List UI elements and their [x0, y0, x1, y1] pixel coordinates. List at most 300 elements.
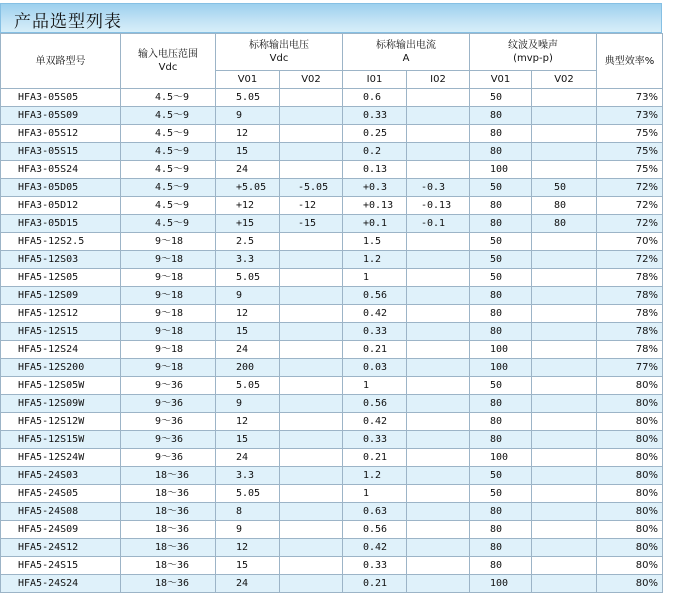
efficiency-cell: 73%	[597, 107, 663, 125]
ripple-vo1-cell: 100	[470, 449, 532, 467]
vo1-cell: 5.05	[216, 89, 280, 107]
input-voltage-cell: 4.5～9	[121, 107, 216, 125]
ripple-vo1-cell: 80	[470, 197, 532, 215]
io1-cell: 0.42	[343, 539, 407, 557]
model-cell: HFA5-12S09	[1, 287, 121, 305]
ripple-vo1-cell: 50	[470, 233, 532, 251]
io2-cell	[407, 89, 470, 107]
io1-cell: 0.33	[343, 323, 407, 341]
table-row	[1, 161, 663, 179]
vo2-cell	[280, 305, 343, 323]
vo2-cell	[280, 431, 343, 449]
header-output-current-line2: A	[402, 53, 410, 64]
efficiency-cell: 75%	[597, 161, 663, 179]
ripple-vo2-cell	[532, 413, 597, 431]
efficiency-cell: 80%	[597, 575, 663, 593]
table-row	[1, 107, 663, 125]
vo1-cell: 15	[216, 557, 280, 575]
io1-cell: 0.21	[343, 341, 407, 359]
vo2-cell	[280, 323, 343, 341]
input-voltage-cell: 9～18	[121, 287, 216, 305]
io1-cell: +0.13	[343, 197, 407, 215]
input-voltage-cell: 18～36	[121, 485, 216, 503]
ripple-vo2-cell	[532, 251, 597, 269]
efficiency-cell: 78%	[597, 287, 663, 305]
io1-cell: 0.13	[343, 161, 407, 179]
model-cell: HFA5-12S05W	[1, 377, 121, 395]
vo2-cell	[280, 125, 343, 143]
input-voltage-cell: 9～18	[121, 233, 216, 251]
ripple-vo2-cell	[532, 449, 597, 467]
table-row	[1, 233, 663, 251]
ripple-vo1-cell: 80	[470, 431, 532, 449]
efficiency-cell: 78%	[597, 323, 663, 341]
ripple-vo2-cell	[532, 125, 597, 143]
input-voltage-cell: 9～36	[121, 377, 216, 395]
io2-cell	[407, 161, 470, 179]
model-cell: HFA5-12S12	[1, 305, 121, 323]
ripple-vo2-cell: 50	[532, 179, 597, 197]
table-row	[1, 305, 663, 323]
page-title: 产品选型列表	[14, 12, 122, 32]
vo1-cell: 24	[216, 575, 280, 593]
model-cell: HFA3-05S24	[1, 161, 121, 179]
ripple-vo1-cell: 50	[470, 89, 532, 107]
input-voltage-cell: 4.5～9	[121, 89, 216, 107]
ripple-vo2-cell	[532, 287, 597, 305]
input-voltage-cell: 4.5～9	[121, 161, 216, 179]
table-row	[1, 377, 663, 395]
ripple-vo2-cell	[532, 323, 597, 341]
io1-cell: 1.2	[343, 467, 407, 485]
vo1-cell: 24	[216, 449, 280, 467]
ripple-vo1-cell: 80	[470, 557, 532, 575]
vo1-cell: 15	[216, 143, 280, 161]
model-cell: HFA5-12S15	[1, 323, 121, 341]
io2-cell	[407, 395, 470, 413]
vo1-cell: +12	[216, 197, 280, 215]
model-cell: HFA5-24S05	[1, 485, 121, 503]
io2-cell	[407, 377, 470, 395]
ripple-vo2-cell	[532, 341, 597, 359]
io2-cell	[407, 431, 470, 449]
efficiency-cell: 72%	[597, 179, 663, 197]
ripple-vo2-cell	[532, 467, 597, 485]
vo1-cell: 9	[216, 395, 280, 413]
ripple-vo2-cell: 80	[532, 197, 597, 215]
header-output-voltage	[216, 34, 343, 71]
ripple-vo1-cell: 50	[470, 467, 532, 485]
efficiency-cell: 80%	[597, 539, 663, 557]
ripple-vo2-cell	[532, 359, 597, 377]
io1-cell: 0.42	[343, 305, 407, 323]
model-cell: HFA5-24S03	[1, 467, 121, 485]
model-cell: HFA5-12S24	[1, 341, 121, 359]
header-ripple-vo1: V01	[470, 71, 532, 89]
vo2-cell	[280, 467, 343, 485]
vo2-cell	[280, 107, 343, 125]
io1-cell: 0.56	[343, 521, 407, 539]
efficiency-cell: 70%	[597, 233, 663, 251]
table-row	[1, 449, 663, 467]
model-cell: HFA3-05S12	[1, 125, 121, 143]
ripple-vo2-cell: 80	[532, 215, 597, 233]
header-input-voltage-line1: 输入电压范围	[138, 49, 198, 60]
io1-cell: 0.63	[343, 503, 407, 521]
product-table	[0, 33, 663, 593]
input-voltage-cell: 18～36	[121, 575, 216, 593]
vo1-cell: 15	[216, 431, 280, 449]
input-voltage-cell: 18～36	[121, 467, 216, 485]
vo2-cell	[280, 449, 343, 467]
table-row	[1, 341, 663, 359]
ripple-vo1-cell: 80	[470, 287, 532, 305]
header-input-voltage-line2: Vdc	[158, 62, 178, 73]
header-output-voltage-line2: Vdc	[269, 53, 289, 64]
efficiency-cell: 80%	[597, 431, 663, 449]
ripple-vo2-cell	[532, 503, 597, 521]
model-cell: HFA5-12S12W	[1, 413, 121, 431]
io2-cell	[407, 467, 470, 485]
vo2-cell	[280, 503, 343, 521]
io1-cell: 0.2	[343, 143, 407, 161]
input-voltage-cell: 9～18	[121, 269, 216, 287]
vo1-cell: 9	[216, 521, 280, 539]
table-row	[1, 197, 663, 215]
io2-cell	[407, 575, 470, 593]
vo1-cell: 12	[216, 413, 280, 431]
vo1-cell: +5.05	[216, 179, 280, 197]
io2-cell	[407, 323, 470, 341]
header-vo2: V02	[280, 71, 343, 89]
input-voltage-cell: 4.5～9	[121, 215, 216, 233]
model-cell: HFA5-12S05	[1, 269, 121, 287]
efficiency-cell: 78%	[597, 341, 663, 359]
io2-cell	[407, 485, 470, 503]
efficiency-cell: 72%	[597, 251, 663, 269]
header-model: 单双路型号	[1, 34, 121, 89]
vo1-cell: 15	[216, 323, 280, 341]
input-voltage-cell: 4.5～9	[121, 125, 216, 143]
vo2-cell	[280, 89, 343, 107]
vo1-cell: 5.05	[216, 269, 280, 287]
header-input-voltage	[121, 34, 216, 89]
vo2-cell	[280, 251, 343, 269]
ripple-vo2-cell	[532, 431, 597, 449]
io1-cell: 1.2	[343, 251, 407, 269]
efficiency-cell: 78%	[597, 269, 663, 287]
ripple-vo2-cell	[532, 269, 597, 287]
ripple-vo2-cell	[532, 485, 597, 503]
io2-cell	[407, 359, 470, 377]
io1-cell: 1	[343, 377, 407, 395]
model-cell: HFA3-05S05	[1, 89, 121, 107]
model-cell: HFA5-12S09W	[1, 395, 121, 413]
io2-cell	[407, 557, 470, 575]
io1-cell: 1.5	[343, 233, 407, 251]
vo1-cell: 5.05	[216, 377, 280, 395]
ripple-vo2-cell	[532, 377, 597, 395]
input-voltage-cell: 4.5～9	[121, 179, 216, 197]
ripple-vo1-cell: 80	[470, 521, 532, 539]
io1-cell: 1	[343, 269, 407, 287]
io2-cell	[407, 449, 470, 467]
ripple-vo1-cell: 80	[470, 143, 532, 161]
vo1-cell: 12	[216, 305, 280, 323]
model-cell: HFA5-12S200	[1, 359, 121, 377]
ripple-vo2-cell	[532, 575, 597, 593]
efficiency-cell: 80%	[597, 413, 663, 431]
vo2-cell	[280, 413, 343, 431]
vo1-cell: 24	[216, 161, 280, 179]
ripple-vo1-cell: 50	[470, 377, 532, 395]
model-cell: HFA5-24S08	[1, 503, 121, 521]
io1-cell: 0.6	[343, 89, 407, 107]
table-row	[1, 575, 663, 593]
io2-cell	[407, 143, 470, 161]
input-voltage-cell: 4.5～9	[121, 143, 216, 161]
table-row	[1, 557, 663, 575]
vo1-cell: 24	[216, 341, 280, 359]
input-voltage-cell: 9～18	[121, 323, 216, 341]
ripple-vo2-cell	[532, 395, 597, 413]
io2-cell	[407, 539, 470, 557]
input-voltage-cell: 18～36	[121, 557, 216, 575]
table-row	[1, 251, 663, 269]
vo2-cell	[280, 521, 343, 539]
efficiency-cell: 80%	[597, 377, 663, 395]
io1-cell: 0.56	[343, 287, 407, 305]
efficiency-cell: 75%	[597, 125, 663, 143]
header-io2: I02	[407, 71, 470, 89]
io2-cell	[407, 125, 470, 143]
vo2-cell	[280, 395, 343, 413]
vo1-cell: 3.3	[216, 251, 280, 269]
efficiency-cell: 77%	[597, 359, 663, 377]
vo2-cell	[280, 161, 343, 179]
table-row	[1, 323, 663, 341]
io2-cell: -0.13	[407, 197, 470, 215]
ripple-vo1-cell: 80	[470, 395, 532, 413]
io1-cell: 0.33	[343, 557, 407, 575]
header-ripple-noise	[470, 34, 597, 71]
efficiency-cell: 80%	[597, 395, 663, 413]
io1-cell: 0.21	[343, 449, 407, 467]
io1-cell: 0.33	[343, 107, 407, 125]
io2-cell	[407, 251, 470, 269]
table-row	[1, 125, 663, 143]
model-cell: HFA5-12S2.5	[1, 233, 121, 251]
ripple-vo1-cell: 100	[470, 161, 532, 179]
ripple-vo1-cell: 50	[470, 269, 532, 287]
model-cell: HFA5-24S12	[1, 539, 121, 557]
efficiency-cell: 80%	[597, 449, 663, 467]
vo1-cell: 3.3	[216, 467, 280, 485]
vo2-cell	[280, 539, 343, 557]
input-voltage-cell: 9～18	[121, 341, 216, 359]
model-cell: HFA5-12S15W	[1, 431, 121, 449]
header-ripple-vo2: V02	[532, 71, 597, 89]
vo2-cell: -15	[280, 215, 343, 233]
ripple-vo2-cell	[532, 143, 597, 161]
header-output-voltage-line1: 标称输出电压	[249, 40, 309, 51]
vo1-cell: 9	[216, 287, 280, 305]
io2-cell	[407, 305, 470, 323]
io1-cell: 0.03	[343, 359, 407, 377]
table-row	[1, 485, 663, 503]
table-row	[1, 413, 663, 431]
title-bar	[0, 3, 662, 33]
vo2-cell	[280, 557, 343, 575]
input-voltage-cell: 9～18	[121, 305, 216, 323]
vo1-cell: 12	[216, 539, 280, 557]
ripple-vo1-cell: 80	[470, 323, 532, 341]
vo2-cell	[280, 575, 343, 593]
table-row	[1, 431, 663, 449]
model-cell: HFA3-05D15	[1, 215, 121, 233]
vo2-cell	[280, 269, 343, 287]
header-output-current-line1: 标称输出电流	[376, 40, 436, 51]
ripple-vo2-cell	[532, 161, 597, 179]
ripple-vo1-cell: 100	[470, 359, 532, 377]
io2-cell	[407, 413, 470, 431]
table-row	[1, 287, 663, 305]
table-row	[1, 143, 663, 161]
input-voltage-cell: 18～36	[121, 539, 216, 557]
io2-cell	[407, 269, 470, 287]
efficiency-cell: 80%	[597, 557, 663, 575]
vo2-cell: -5.05	[280, 179, 343, 197]
header-efficiency: 典型效率%	[597, 34, 663, 89]
vo2-cell	[280, 233, 343, 251]
model-cell: HFA3-05S09	[1, 107, 121, 125]
io1-cell: 0.42	[343, 413, 407, 431]
efficiency-cell: 73%	[597, 89, 663, 107]
vo1-cell: 12	[216, 125, 280, 143]
vo1-cell: 5.05	[216, 485, 280, 503]
efficiency-cell: 72%	[597, 197, 663, 215]
io1-cell: +0.1	[343, 215, 407, 233]
ripple-vo1-cell: 50	[470, 179, 532, 197]
input-voltage-cell: 9～36	[121, 431, 216, 449]
input-voltage-cell: 18～36	[121, 503, 216, 521]
table-row	[1, 179, 663, 197]
ripple-vo1-cell: 80	[470, 503, 532, 521]
input-voltage-cell: 18～36	[121, 521, 216, 539]
vo1-cell: +15	[216, 215, 280, 233]
model-cell: HFA5-12S24W	[1, 449, 121, 467]
model-cell: HFA3-05D12	[1, 197, 121, 215]
ripple-vo2-cell	[532, 557, 597, 575]
input-voltage-cell: 9～36	[121, 413, 216, 431]
vo2-cell: -12	[280, 197, 343, 215]
io2-cell	[407, 233, 470, 251]
model-cell: HFA5-24S15	[1, 557, 121, 575]
table-row	[1, 269, 663, 287]
io1-cell: +0.3	[343, 179, 407, 197]
ripple-vo1-cell: 100	[470, 575, 532, 593]
ripple-vo1-cell: 80	[470, 107, 532, 125]
efficiency-cell: 80%	[597, 521, 663, 539]
ripple-vo2-cell	[532, 233, 597, 251]
table-row	[1, 89, 663, 107]
ripple-vo1-cell: 80	[470, 125, 532, 143]
io2-cell: -0.3	[407, 179, 470, 197]
input-voltage-cell: 4.5～9	[121, 197, 216, 215]
efficiency-cell: 78%	[597, 305, 663, 323]
ripple-vo1-cell: 50	[470, 485, 532, 503]
io2-cell	[407, 341, 470, 359]
product-table-body	[1, 89, 663, 593]
table-row	[1, 503, 663, 521]
io1-cell: 0.25	[343, 125, 407, 143]
header-io1: I01	[343, 71, 407, 89]
ripple-vo1-cell: 80	[470, 413, 532, 431]
vo1-cell: 8	[216, 503, 280, 521]
model-cell: HFA5-12S03	[1, 251, 121, 269]
table-row	[1, 215, 663, 233]
input-voltage-cell: 9～18	[121, 251, 216, 269]
ripple-vo2-cell	[532, 539, 597, 557]
vo1-cell: 200	[216, 359, 280, 377]
vo1-cell: 2.5	[216, 233, 280, 251]
vo2-cell	[280, 359, 343, 377]
vo2-cell	[280, 485, 343, 503]
efficiency-cell: 72%	[597, 215, 663, 233]
ripple-vo2-cell	[532, 305, 597, 323]
model-cell: HFA5-24S24	[1, 575, 121, 593]
ripple-vo1-cell: 50	[470, 251, 532, 269]
io2-cell	[407, 107, 470, 125]
ripple-vo1-cell: 80	[470, 539, 532, 557]
model-cell: HFA5-24S09	[1, 521, 121, 539]
ripple-vo1-cell: 80	[470, 215, 532, 233]
header-output-current	[343, 34, 470, 71]
input-voltage-cell: 9～36	[121, 395, 216, 413]
model-cell: HFA3-05S15	[1, 143, 121, 161]
table-row	[1, 521, 663, 539]
ripple-vo1-cell: 100	[470, 341, 532, 359]
model-cell: HFA3-05D05	[1, 179, 121, 197]
io2-cell	[407, 287, 470, 305]
vo2-cell	[280, 341, 343, 359]
io2-cell: -0.1	[407, 215, 470, 233]
header-vo1: V01	[216, 71, 280, 89]
io2-cell	[407, 503, 470, 521]
efficiency-cell: 75%	[597, 143, 663, 161]
io1-cell: 0.21	[343, 575, 407, 593]
header-ripple-noise-line2: (mvp-p)	[513, 53, 553, 64]
vo1-cell: 9	[216, 107, 280, 125]
input-voltage-cell: 9～18	[121, 359, 216, 377]
efficiency-cell: 80%	[597, 467, 663, 485]
ripple-vo2-cell	[532, 521, 597, 539]
ripple-vo1-cell: 80	[470, 305, 532, 323]
io1-cell: 0.56	[343, 395, 407, 413]
table-row	[1, 467, 663, 485]
vo2-cell	[280, 143, 343, 161]
io1-cell: 0.33	[343, 431, 407, 449]
input-voltage-cell: 9～36	[121, 449, 216, 467]
vo2-cell	[280, 377, 343, 395]
table-row	[1, 395, 663, 413]
vo2-cell	[280, 287, 343, 305]
ripple-vo2-cell	[532, 107, 597, 125]
efficiency-cell: 80%	[597, 485, 663, 503]
table-row	[1, 539, 663, 557]
io2-cell	[407, 521, 470, 539]
header-ripple-noise-line1: 纹波及噪声	[508, 40, 558, 51]
